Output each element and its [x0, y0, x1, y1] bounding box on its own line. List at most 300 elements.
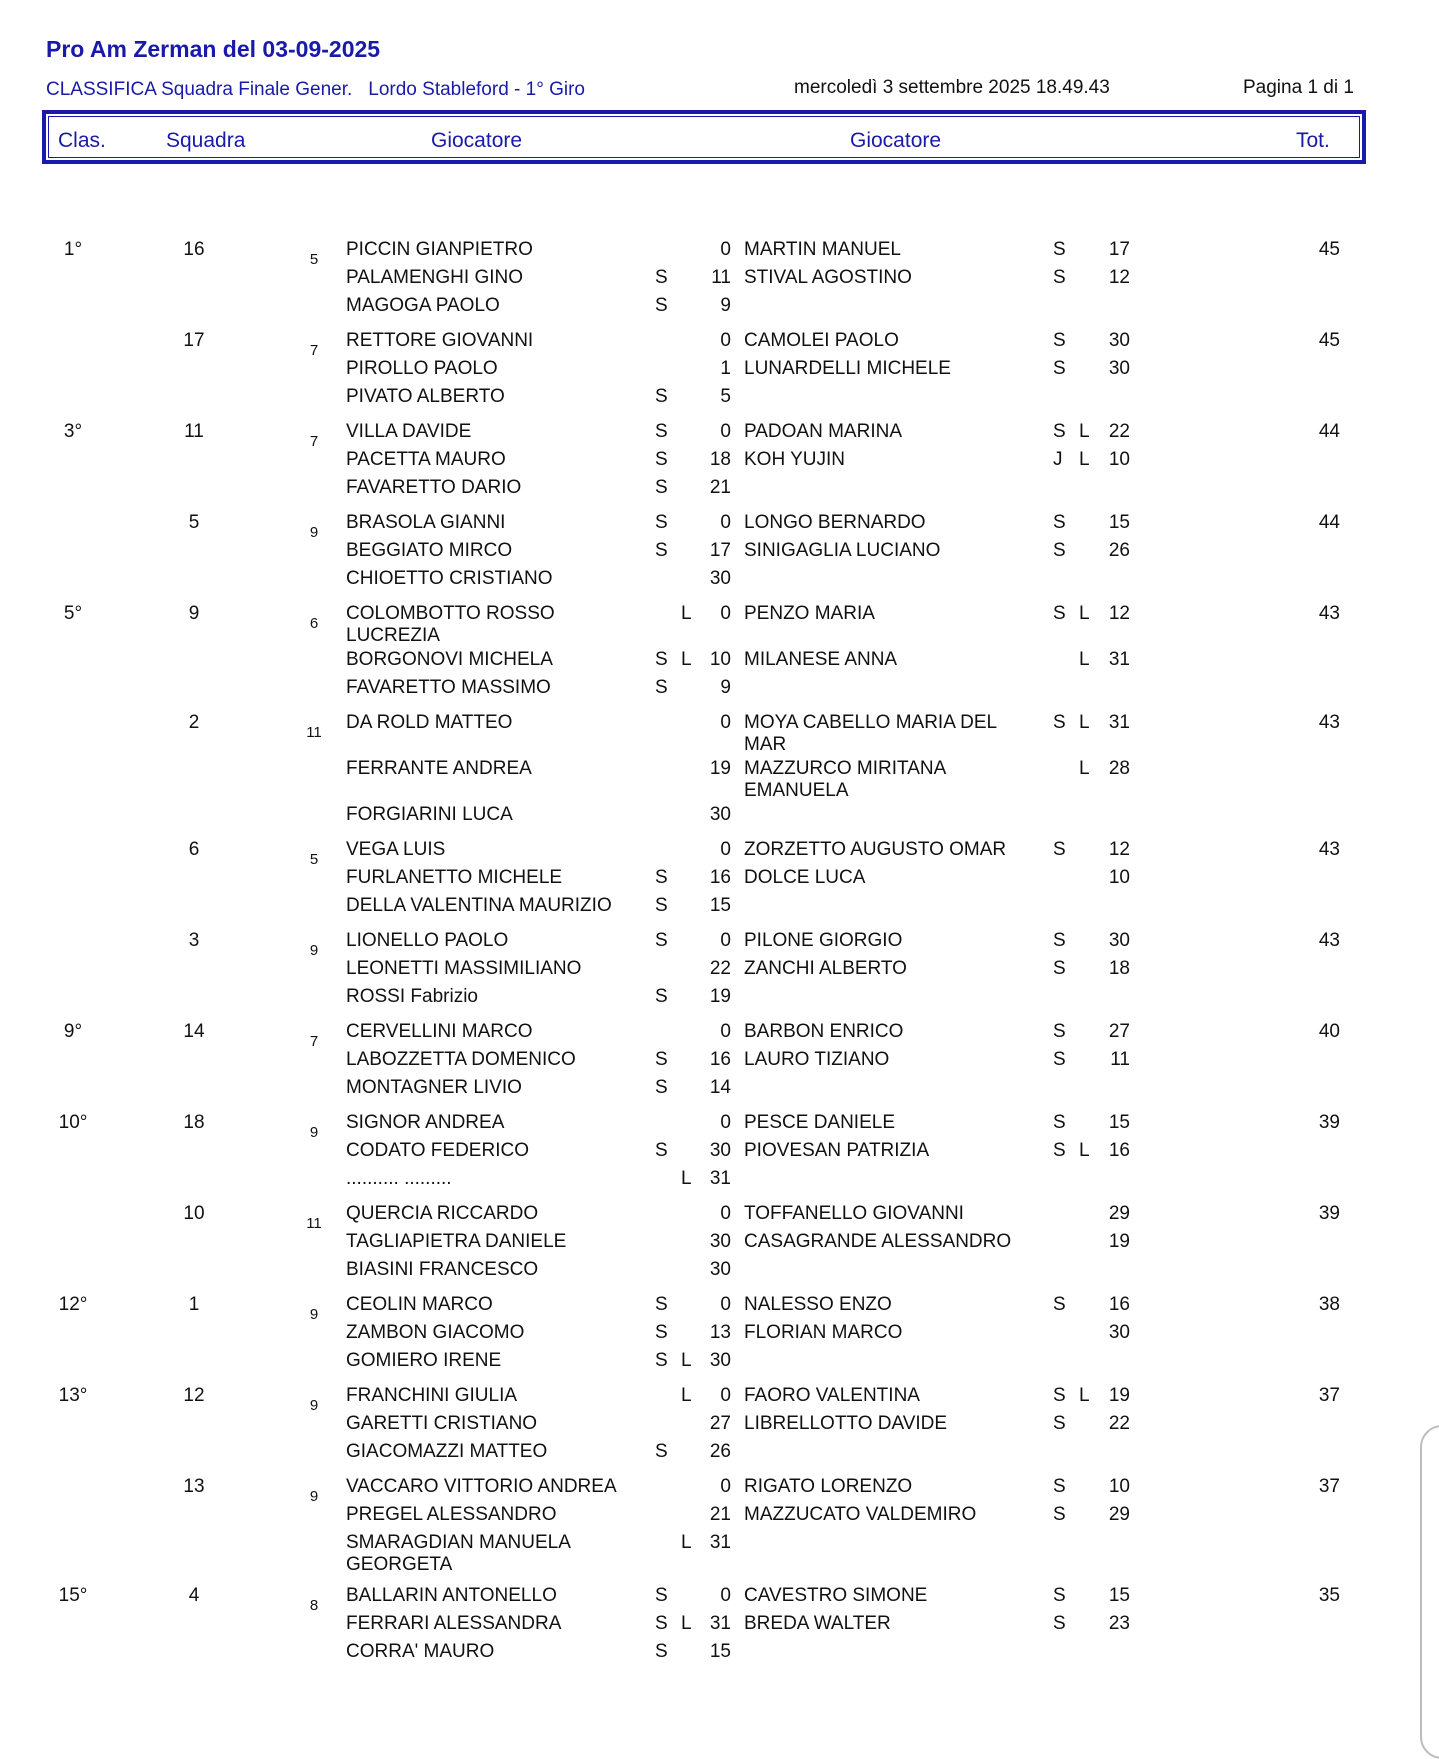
player-name: BALLARIN ANTONELLO	[346, 1585, 557, 1606]
player-score: 10	[709, 649, 731, 670]
player-flag-s: S	[1053, 1385, 1066, 1406]
player-flag-s: S	[1053, 1140, 1066, 1161]
player-name: CODATO FEDERICO	[346, 1140, 529, 1161]
player-name: RETTORE GIOVANNI	[346, 330, 534, 351]
player-name: FAVARETTO DARIO	[346, 477, 522, 498]
player-score: 19	[709, 986, 731, 1007]
report-subtitle	[46, 79, 585, 101]
player-name: VILLA DAVIDE	[346, 421, 472, 442]
team-handicap: 11	[306, 724, 322, 741]
player-score: 0	[720, 712, 731, 733]
player-score: 30	[1108, 358, 1130, 379]
team-handicap: 7	[309, 342, 319, 359]
player-flag-l: L	[1079, 758, 1090, 779]
player-name: MARTIN MANUEL	[744, 239, 901, 260]
player-name: PALAMENGHI GINO	[346, 267, 524, 288]
player-flag-s: S	[655, 540, 668, 561]
player-name: CHIOETTO CRISTIANO	[346, 568, 553, 589]
team-rank: 1°	[63, 239, 83, 260]
team-total: 44	[1318, 512, 1340, 533]
side-handle[interactable]	[1420, 1425, 1439, 1759]
player-flag-s: S	[655, 295, 668, 316]
player-flag-s: S	[655, 421, 668, 442]
player-name: LABOZZETTA DOMENICO	[346, 1049, 576, 1070]
player-score: 30	[709, 568, 731, 589]
team-number: 13	[183, 1476, 205, 1497]
table-row	[0, 955, 1439, 983]
player-flag-s: S	[655, 677, 668, 698]
player-name: FLORIAN MARCO	[744, 1322, 903, 1343]
player-flag-s: S	[1053, 330, 1066, 351]
player-name: MAZZURCO MIRITANA EMANUELA	[744, 758, 947, 801]
player-name: ROSSI Fabrizio	[346, 986, 478, 1007]
team-group	[0, 709, 1439, 829]
team-handicap: 8	[309, 1597, 319, 1614]
player-score: 1	[720, 358, 731, 379]
report-date: mercoledì 3 settembre 2025 18.49.43	[794, 77, 1110, 98]
player-flag-s: S	[1053, 839, 1066, 860]
player-score: 15	[709, 1641, 731, 1662]
player-score: 27	[1108, 1021, 1130, 1042]
player-score: 21	[709, 477, 731, 498]
player-flag-s: S	[655, 449, 668, 470]
player-score: 26	[709, 1441, 731, 1462]
player-flag-s: S	[655, 895, 668, 916]
team-total: 45	[1318, 239, 1340, 260]
player-flag-s: S	[655, 867, 668, 888]
player-score: 0	[720, 930, 731, 951]
player-score: 17	[1108, 239, 1130, 260]
player-name: GOMIERO IRENE	[346, 1350, 502, 1371]
player-score: 0	[720, 1585, 731, 1606]
player-flag-s: S	[655, 1585, 668, 1606]
player-name: LIONELLO PAOLO	[346, 930, 509, 951]
team-group	[0, 1473, 1439, 1575]
player-name: LONGO BERNARDO	[744, 512, 926, 533]
player-name: SIGNOR ANDREA	[346, 1112, 505, 1133]
team-handicap: 7	[309, 1033, 319, 1050]
table-row	[0, 836, 1439, 868]
table-row	[0, 383, 1439, 411]
player-name: STIVAL AGOSTINO	[744, 267, 912, 288]
player-score: 12	[1108, 603, 1130, 624]
player-score: 23	[1108, 1613, 1130, 1634]
table-row	[0, 864, 1439, 892]
team-number: 9	[188, 603, 200, 624]
player-score: 22	[1108, 1413, 1130, 1434]
column-header-bar	[42, 110, 1366, 164]
team-number: 18	[183, 1112, 205, 1133]
team-handicap: 9	[309, 942, 319, 959]
player-score: 17	[709, 540, 731, 561]
player-score: 26	[1108, 540, 1130, 561]
col-header-giocatore-2: Giocatore	[850, 129, 942, 152]
player-score: 15	[1108, 512, 1130, 533]
player-score: 16	[1108, 1294, 1130, 1315]
player-flag-s: S	[1053, 1049, 1066, 1070]
team-total: 39	[1318, 1203, 1340, 1224]
player-score: 16	[709, 867, 731, 888]
player-flag-l: L	[681, 1350, 692, 1371]
player-name: PIROLLO PAOLO	[346, 358, 498, 379]
player-score: 0	[720, 1021, 731, 1042]
player-flag-s: S	[1053, 239, 1066, 260]
player-flag-l: L	[1079, 1385, 1090, 1406]
player-score: 0	[720, 1294, 731, 1315]
player-flag-s: S	[1053, 540, 1066, 561]
table-row	[0, 446, 1439, 474]
player-flag-s: S	[655, 1322, 668, 1343]
player-score: 0	[720, 421, 731, 442]
player-flag-l: L	[1079, 712, 1090, 733]
player-score: 22	[709, 958, 731, 979]
table-row	[0, 927, 1439, 959]
player-score: 15	[1108, 1112, 1130, 1133]
player-score: 21	[709, 1504, 731, 1525]
player-score: 0	[720, 239, 731, 260]
player-flag-s: S	[1053, 421, 1066, 442]
player-name: MOYA CABELLO MARIA DEL MAR	[744, 712, 998, 755]
team-rank: 15°	[58, 1585, 88, 1606]
player-name: PIVATO ALBERTO	[346, 386, 505, 407]
player-flag-s: S	[655, 1077, 668, 1098]
player-flag-s: S	[655, 1049, 668, 1070]
player-flag-s: S	[655, 386, 668, 407]
table-row	[0, 327, 1439, 359]
player-name: DOLCE LUCA	[744, 867, 866, 888]
player-score: 30	[709, 1259, 731, 1280]
table-row	[0, 892, 1439, 920]
player-score: 0	[720, 1476, 731, 1497]
table-row	[0, 674, 1439, 702]
player-flag-s: S	[1053, 267, 1066, 288]
player-name: LUNARDELLI MICHELE	[744, 358, 951, 379]
player-score: 16	[1108, 1140, 1130, 1161]
player-score: 29	[1108, 1504, 1130, 1525]
table-row	[0, 1319, 1439, 1347]
player-flag-l: L	[681, 1613, 692, 1634]
player-score: 31	[1108, 649, 1130, 670]
team-handicap: 6	[309, 615, 319, 632]
team-total: 38	[1318, 1294, 1340, 1315]
team-number: 12	[183, 1385, 205, 1406]
table-row	[0, 1638, 1439, 1666]
player-name: PENZO MARIA	[744, 603, 875, 624]
player-name: FORGIARINI LUCA	[346, 804, 513, 825]
team-rank: 12°	[58, 1294, 88, 1315]
team-rank: 5°	[63, 603, 83, 624]
subtitle-classification: CLASSIFICA Squadra Finale Gener.	[46, 79, 353, 100]
player-flag-s: S	[1053, 930, 1066, 951]
player-name: ZANCHI ALBERTO	[744, 958, 907, 979]
player-flag-s: S	[655, 930, 668, 951]
table-row	[0, 1501, 1439, 1529]
team-group	[0, 1382, 1439, 1466]
team-handicap: 9	[309, 524, 319, 541]
player-name: FERRANTE ANDREA	[346, 758, 532, 779]
player-name: CORRA' MAURO	[346, 1641, 495, 1662]
player-name: TAGLIAPIETRA DANIELE	[346, 1231, 567, 1252]
player-score: 19	[1108, 1231, 1130, 1252]
team-total: 37	[1318, 1385, 1340, 1406]
player-score: 9	[720, 295, 731, 316]
table-row	[0, 236, 1439, 268]
player-name: MAGOGA PAOLO	[346, 295, 500, 316]
player-name: BREDA WALTER	[744, 1613, 891, 1634]
player-flag-s: S	[1053, 1613, 1066, 1634]
player-flag-s: S	[655, 512, 668, 533]
player-score: 10	[1108, 1476, 1130, 1497]
table-row	[0, 418, 1439, 450]
table-row	[0, 600, 1439, 646]
player-name: CEOLIN MARCO	[346, 1294, 493, 1315]
table-row	[0, 1610, 1439, 1638]
player-score: 18	[1108, 958, 1130, 979]
team-group	[0, 1582, 1439, 1666]
team-handicap: 9	[309, 1488, 319, 1505]
player-flag-l: L	[1079, 649, 1090, 670]
table-row	[0, 537, 1439, 565]
table-row	[0, 1473, 1439, 1505]
player-name: MONTAGNER LIVIO	[346, 1077, 522, 1098]
player-score: 30	[709, 1350, 731, 1371]
player-flag-l: L	[1079, 449, 1090, 470]
player-flag-s: S	[655, 267, 668, 288]
player-score: 0	[720, 1112, 731, 1133]
player-name: PICCIN GIANPIETRO	[346, 239, 533, 260]
player-name: SMARAGDIAN MANUELA GEORGETA	[346, 1532, 571, 1575]
player-name: BEGGIATO MIRCO	[346, 540, 513, 561]
table-row	[0, 801, 1439, 829]
team-number: 11	[184, 421, 204, 442]
player-flag-s: S	[1053, 358, 1066, 379]
team-number: 10	[183, 1203, 205, 1224]
team-handicap: 11	[306, 1215, 322, 1232]
player-name: MILANESE ANNA	[744, 649, 898, 670]
player-score: 0	[720, 839, 731, 860]
player-flag-l: L	[681, 603, 692, 624]
player-flag-l: L	[1079, 603, 1090, 624]
table-row	[0, 1529, 1439, 1575]
player-flag-l: L	[681, 1168, 692, 1189]
player-flag-s: J	[1053, 449, 1063, 470]
team-handicap: 9	[309, 1306, 319, 1323]
player-score: 0	[720, 1203, 731, 1224]
player-score: 29	[1108, 1203, 1130, 1224]
player-name: LAURO TIZIANO	[744, 1049, 890, 1070]
table-row	[0, 509, 1439, 541]
player-score: 19	[1108, 1385, 1130, 1406]
team-total: 43	[1318, 603, 1340, 624]
player-flag-s: S	[655, 986, 668, 1007]
player-name: RIGATO LORENZO	[744, 1476, 913, 1497]
team-number: 5	[188, 512, 200, 533]
player-name: COLOMBOTTO ROSSO LUCREZIA	[346, 603, 555, 646]
player-score: 0	[720, 603, 731, 624]
player-flag-l: L	[1079, 421, 1090, 442]
team-group	[0, 327, 1439, 411]
player-score: 15	[1108, 1585, 1130, 1606]
player-name: VACCARO VITTORIO ANDREA	[346, 1476, 617, 1497]
player-score: 5	[720, 386, 731, 407]
player-score: 31	[1108, 712, 1130, 733]
team-handicap: 5	[309, 251, 319, 268]
player-score: 18	[709, 449, 731, 470]
team-total: 37	[1318, 1476, 1340, 1497]
player-name: CERVELLINI MARCO	[346, 1021, 533, 1042]
player-score: 15	[709, 895, 731, 916]
player-name: GARETTI CRISTIANO	[346, 1413, 538, 1434]
table-row	[0, 1582, 1439, 1614]
player-name: BIASINI FRANCESCO	[346, 1259, 539, 1280]
player-score: 30	[709, 1140, 731, 1161]
team-rank: 10°	[58, 1112, 88, 1133]
table-row	[0, 1410, 1439, 1438]
team-handicap: 9	[309, 1124, 319, 1141]
table-row	[0, 1256, 1439, 1284]
player-name: FRANCHINI GIULIA	[346, 1385, 518, 1406]
table-row	[0, 1046, 1439, 1074]
player-name: BRASOLA GIANNI	[346, 512, 506, 533]
player-score: 0	[720, 512, 731, 533]
player-flag-s: S	[655, 1613, 668, 1634]
table-row	[0, 983, 1439, 1011]
player-name: ZORZETTO AUGUSTO OMAR	[744, 839, 1007, 860]
team-group	[0, 1018, 1439, 1102]
player-name: .......... .........	[346, 1168, 452, 1189]
player-score: 30	[1108, 1322, 1130, 1343]
team-handicap: 9	[309, 1397, 319, 1414]
player-score: 30	[1108, 930, 1130, 951]
player-name: FAORO VALENTINA	[744, 1385, 920, 1406]
player-score: 31	[709, 1168, 731, 1189]
player-flag-l: L	[1079, 1140, 1090, 1161]
team-rank: 9°	[63, 1021, 83, 1042]
player-name: LEONETTI MASSIMILIANO	[346, 958, 582, 979]
team-group	[0, 927, 1439, 1011]
player-name: BORGONOVI MICHELA	[346, 649, 553, 670]
player-flag-s: S	[1053, 1294, 1066, 1315]
player-flag-l: L	[681, 649, 692, 670]
player-name: KOH YUJIN	[744, 449, 846, 470]
player-score: 30	[709, 1231, 731, 1252]
player-name: VEGA LUIS	[346, 839, 446, 860]
player-name: PIOVESAN PATRIZIA	[744, 1140, 930, 1161]
player-score: 14	[709, 1077, 731, 1098]
col-header-squadra: Squadra	[166, 129, 246, 152]
player-score: 11	[711, 267, 731, 288]
team-handicap: 5	[309, 851, 319, 868]
player-flag-s: S	[1053, 1112, 1066, 1133]
table-row	[0, 1018, 1439, 1050]
player-score: 30	[1108, 330, 1130, 351]
player-flag-s: S	[655, 1350, 668, 1371]
team-total: 43	[1318, 712, 1340, 733]
subtitle-scoring: Lordo Stableford - 1° Giro	[368, 79, 585, 100]
player-score: 0	[720, 330, 731, 351]
player-score: 19	[709, 758, 731, 779]
player-flag-s: S	[655, 1441, 668, 1462]
player-name: PREGEL ALESSANDRO	[346, 1504, 557, 1525]
player-name: MAZZUCATO VALDEMIRO	[744, 1504, 977, 1525]
player-name: FAVARETTO MASSIMO	[346, 677, 551, 698]
team-number: 1	[188, 1294, 200, 1315]
player-score: 0	[720, 1385, 731, 1406]
player-score: 22	[1108, 421, 1130, 442]
team-group	[0, 1200, 1439, 1284]
col-header-clas: Clas.	[58, 129, 106, 152]
player-name: LIBRELLOTTO DAVIDE	[744, 1413, 948, 1434]
player-score: 28	[1108, 758, 1130, 779]
player-name: PACETTA MAURO	[346, 449, 506, 470]
player-name: ZAMBON GIACOMO	[346, 1322, 525, 1343]
col-header-tot: Tot.	[1296, 129, 1330, 152]
player-flag-s: S	[655, 649, 668, 670]
col-header-giocatore-1: Giocatore	[431, 129, 523, 152]
table-row	[0, 565, 1439, 593]
team-total: 45	[1318, 330, 1340, 351]
player-flag-s: S	[1053, 1585, 1066, 1606]
player-score: 27	[709, 1413, 731, 1434]
player-name: CAVESTRO SIMONE	[744, 1585, 928, 1606]
player-flag-s: S	[1053, 603, 1066, 624]
table-row	[0, 1074, 1439, 1102]
team-group	[0, 1291, 1439, 1375]
team-total: 43	[1318, 930, 1340, 951]
table-row	[0, 1382, 1439, 1414]
team-number: 2	[188, 712, 200, 733]
table-row	[0, 474, 1439, 502]
player-flag-s: S	[1053, 1504, 1066, 1525]
table-row	[0, 264, 1439, 292]
player-flag-s: S	[1053, 958, 1066, 979]
table-row	[0, 355, 1439, 383]
table-row	[0, 646, 1439, 674]
team-group	[0, 836, 1439, 920]
player-flag-s: S	[1053, 712, 1066, 733]
team-number: 3	[188, 930, 200, 951]
table-row	[0, 1200, 1439, 1232]
table-row	[0, 292, 1439, 320]
report-title: Pro Am Zerman del 03-09-2025	[46, 36, 381, 62]
player-name: SINIGAGLIA LUCIANO	[744, 540, 941, 561]
team-number: 6	[188, 839, 200, 860]
team-number: 17	[183, 330, 205, 351]
player-name: TOFFANELLO GIOVANNI	[744, 1203, 964, 1224]
player-flag-s: S	[655, 477, 668, 498]
team-number: 14	[183, 1021, 205, 1042]
player-flag-l: L	[681, 1385, 692, 1406]
player-score: 13	[709, 1322, 731, 1343]
table-row	[0, 1109, 1439, 1141]
player-name: DA ROLD MATTEO	[346, 712, 513, 733]
team-total: 44	[1318, 421, 1340, 442]
player-name: CASAGRANDE ALESSANDRO	[744, 1231, 1012, 1252]
player-score: 12	[1108, 267, 1130, 288]
team-total: 35	[1318, 1585, 1340, 1606]
player-name: FURLANETTO MICHELE	[346, 867, 563, 888]
player-name: BARBON ENRICO	[744, 1021, 904, 1042]
table-row	[0, 1165, 1439, 1193]
table-row	[0, 1137, 1439, 1165]
team-group	[0, 236, 1439, 320]
player-score: 12	[1108, 839, 1130, 860]
team-group	[0, 509, 1439, 593]
player-score: 11	[1110, 1049, 1130, 1070]
player-score: 9	[720, 677, 731, 698]
table-row	[0, 1438, 1439, 1466]
player-score: 10	[1108, 867, 1130, 888]
